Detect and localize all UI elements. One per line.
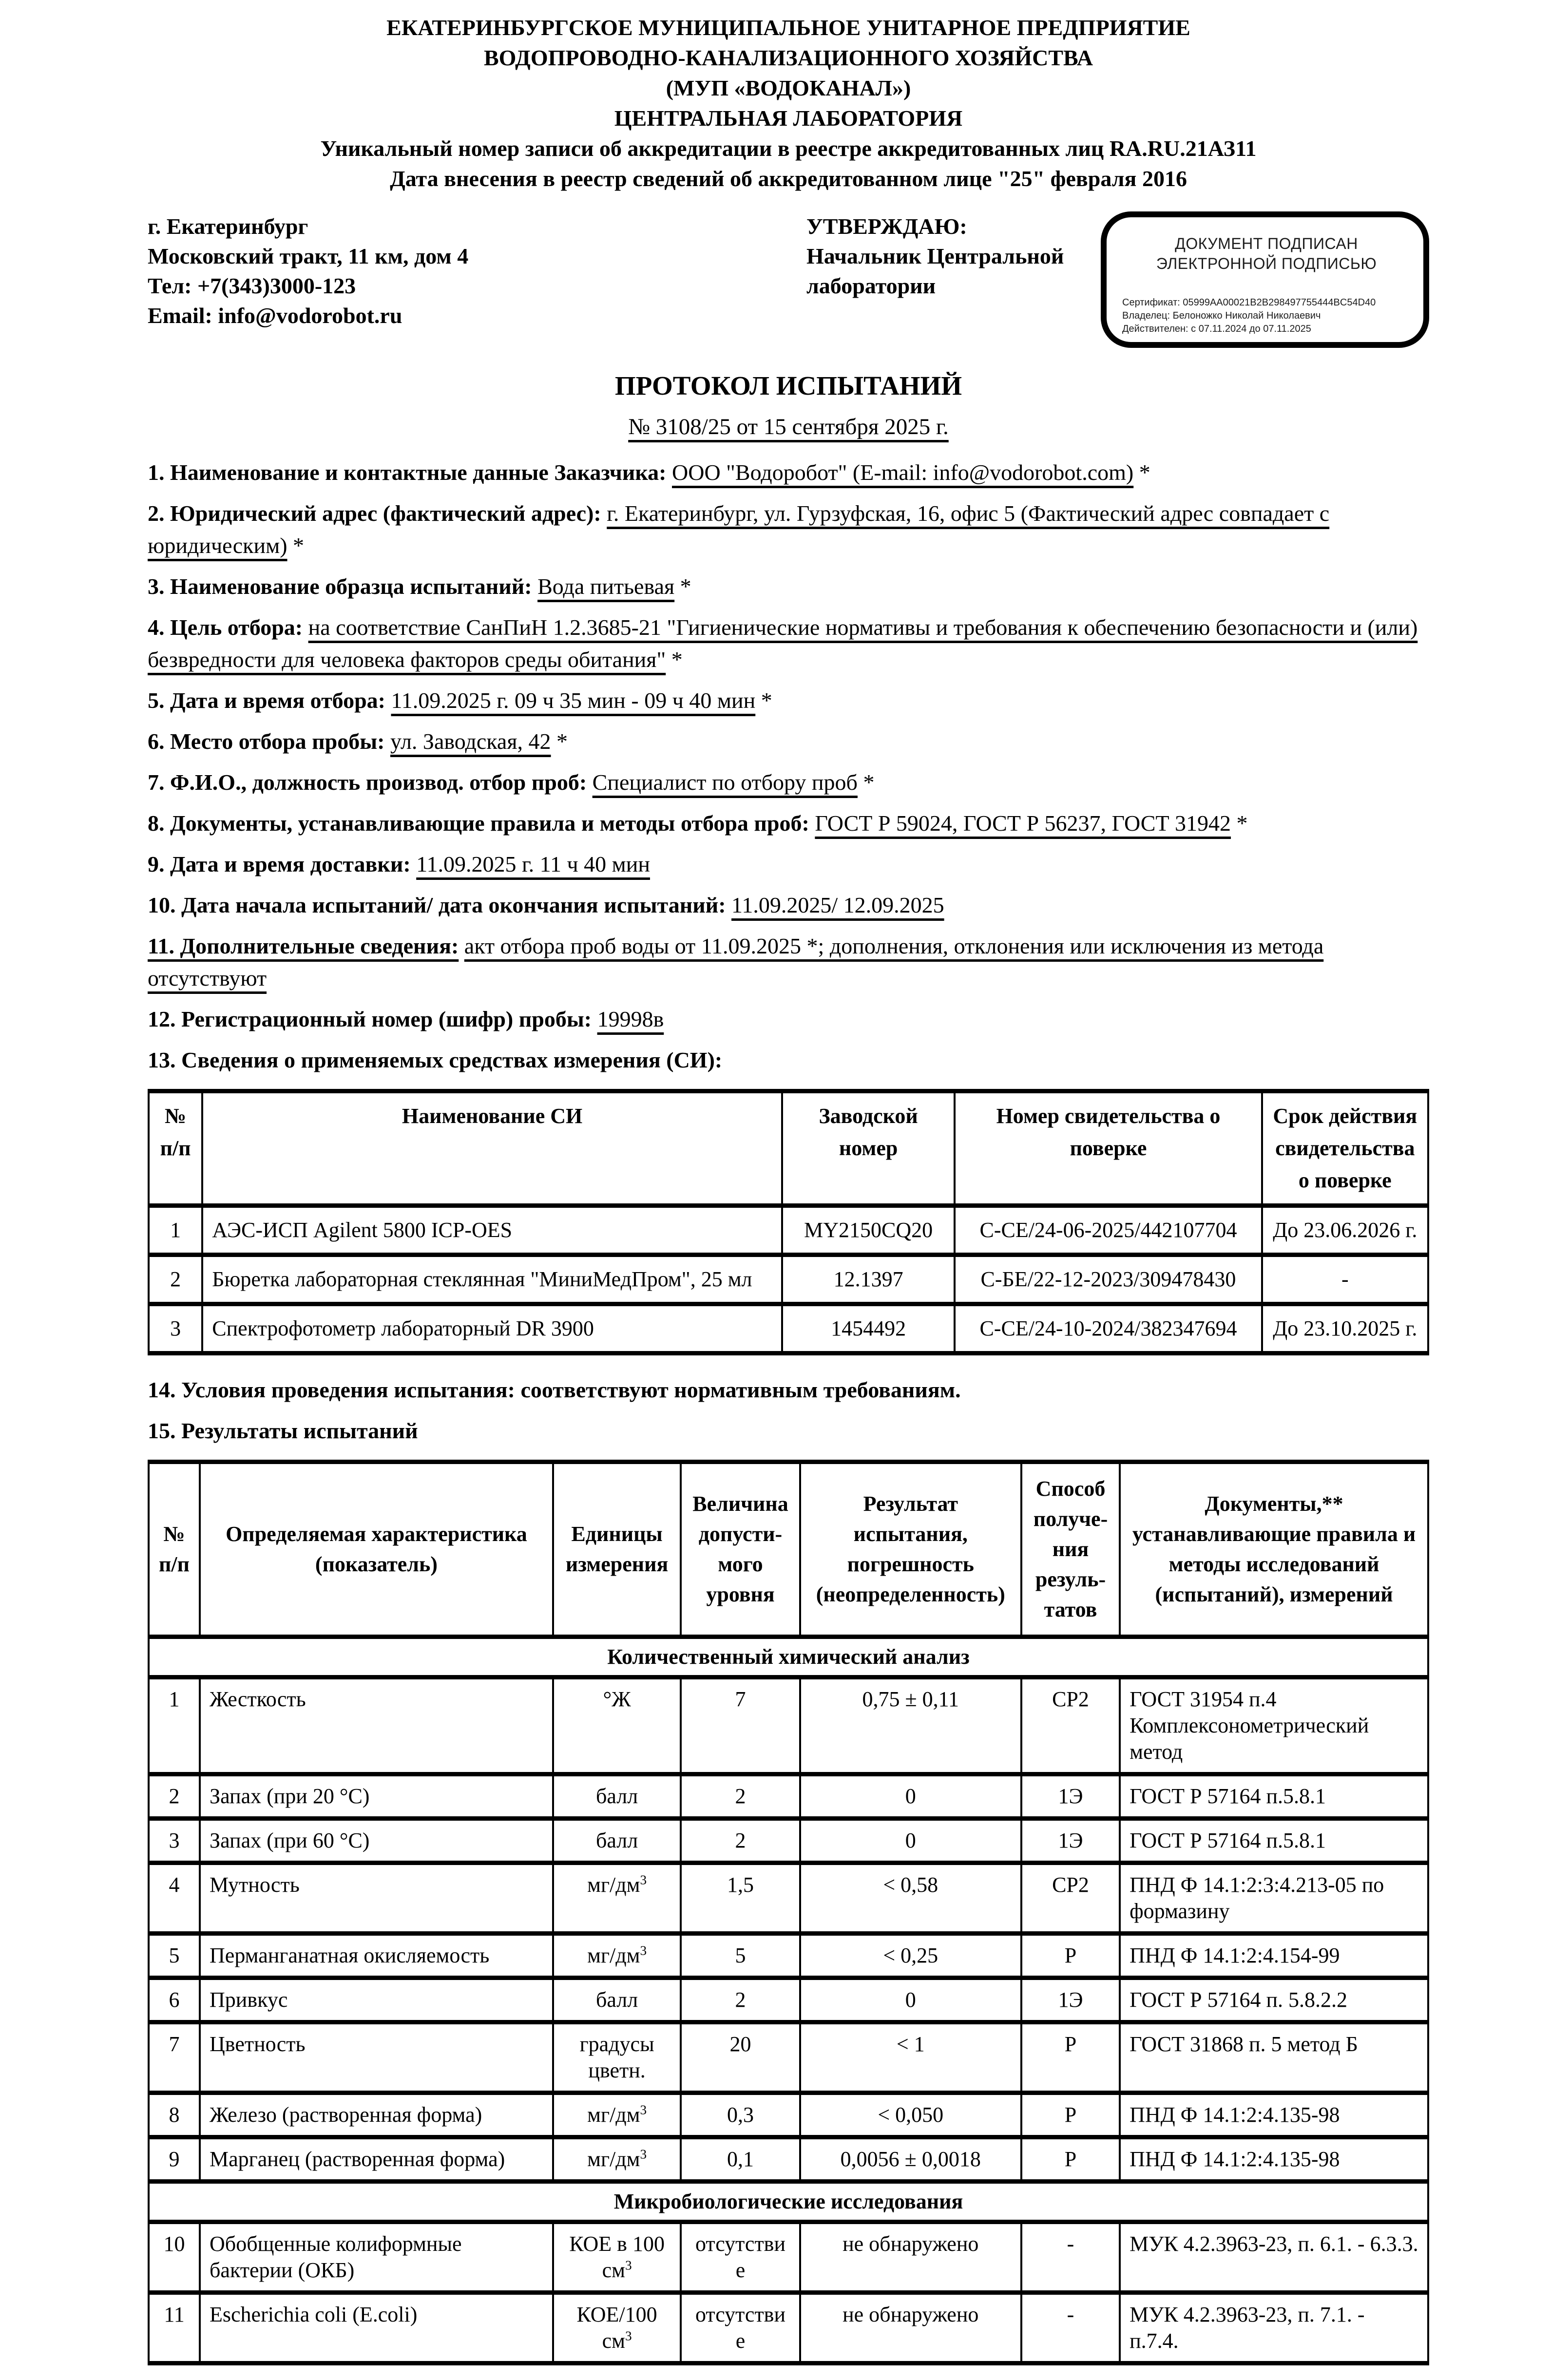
cell: Р — [1021, 2022, 1120, 2093]
approval-line: лаборатории — [806, 273, 936, 298]
cell: 1 — [149, 1206, 202, 1255]
cell: До 23.06.2026 г. — [1262, 1206, 1428, 1255]
header-cell: Номер свидетельства о поверке — [955, 1091, 1262, 1206]
cell: Запах (при 20 °С) — [200, 1774, 553, 1819]
cell: 2 — [681, 1774, 800, 1819]
cell: СР2 — [1021, 1677, 1120, 1774]
item-value: ГОСТ Р 59024, ГОСТ Р 56237, ГОСТ 31942 — [815, 811, 1231, 836]
result-row — [149, 1978, 1428, 2022]
cell: СР2 — [1021, 1863, 1120, 1934]
item-suffix: * — [761, 688, 772, 713]
item-label: 10. Дата начала испытаний/ дата окончания испытаний: — [148, 893, 726, 917]
item-value: Вода питьевая — [537, 574, 675, 599]
cell: $мг/дм^3$ — [553, 2137, 681, 2182]
item — [148, 571, 1429, 603]
header-cell: Единицы измерения — [553, 1462, 681, 1637]
cell: < 0,25 — [800, 1934, 1021, 1978]
cell: 1Э — [1021, 1978, 1120, 2022]
result-row — [149, 2022, 1428, 2093]
header-cell: Определяемая характеристика (показатель) — [200, 1462, 553, 1637]
contact-city: г. Екатеринбург — [148, 214, 308, 239]
cell: Перманганатная окисляемость — [200, 1934, 553, 1978]
cell: Запах (при 60 °С) — [200, 1819, 553, 1863]
result-row — [149, 1774, 1428, 1819]
header-cell: Способ получе- ния резуль- татов — [1021, 1462, 1120, 1637]
item-suffix: * — [680, 574, 691, 599]
cell: 1Э — [1021, 1819, 1120, 1863]
cell: С-БЕ/22-12-2023/309478430 — [955, 1255, 1262, 1304]
item-14: 14. Условия проведения испытания: соответствуют нормативным требованиям. — [148, 1377, 961, 1402]
cell: 1454492 — [782, 1304, 955, 1353]
item-label: 2. Юридический адрес (фактический адрес): — [148, 501, 601, 526]
cell: 6 — [149, 1978, 200, 2022]
item-suffix: * — [556, 729, 568, 754]
cell: 7 — [681, 1677, 800, 1774]
header-cell: Величина допусти- мого уровня — [681, 1462, 800, 1637]
result-row — [149, 2222, 1428, 2293]
items-list — [148, 457, 1429, 1035]
item-value: ул. Заводская, 42 — [390, 729, 551, 754]
contact-email: Email: info@vodorobot.ru — [148, 303, 402, 328]
si-row — [149, 1255, 1428, 1304]
header-row — [149, 1462, 1428, 1637]
cell: Железо (растворенная форма) — [200, 2093, 553, 2137]
contact-address: Московский тракт, 11 км, дом 4 — [148, 244, 469, 268]
cell: Бюретка лабораторная стеклянная "МиниМедПром", 25 мл — [202, 1255, 782, 1304]
cell: 2 — [149, 1774, 200, 1819]
cell: 2 — [681, 1819, 800, 1863]
item-label: 12. Регистрационный номер (шифр) пробы: — [148, 1007, 592, 1031]
item — [148, 1003, 1429, 1035]
stamp-owner: Владелец: Белоножко Николай Николаевич — [1122, 310, 1321, 321]
protocol-number-text: № 3108/25 от 15 сентября 2025 г. — [628, 414, 949, 439]
cell: градусы цветн. — [553, 2022, 681, 2093]
cell: ГОСТ Р 57164 п. 5.8.2.2 — [1120, 1978, 1428, 2022]
cell: 5 — [681, 1934, 800, 1978]
cell: ГОСТ 31868 п. 5 метод Б — [1120, 2022, 1428, 2093]
header-cell: Срок действия свидетельства о поверке — [1262, 1091, 1428, 1206]
cell: Мутность — [200, 1863, 553, 1934]
cell: 10 — [149, 2222, 200, 2293]
cell: Р — [1021, 1934, 1120, 1978]
protocol-title: ПРОТОКОЛ ИСПЫТАНИЙ — [614, 371, 962, 400]
item-label: 3. Наименование образца испытаний: — [148, 574, 532, 599]
si-table-body — [149, 1206, 1428, 1353]
stamp-title-line1: ДОКУМЕНТ ПОДПИСАН — [1175, 235, 1358, 252]
cell: 0,1 — [681, 2137, 800, 2182]
item-label: 6. Место отбора пробы: — [148, 729, 385, 754]
item-value: на соответствие СанПиН 1.2.3685-21 "Гигиенические нормативы и требования к обеспечению безопасности и (или) безвредности для человека факторов среды обитания" — [148, 615, 1418, 672]
cell: балл — [553, 1978, 681, 2022]
org-line: ВОДОПРОВОДНО-КАНАЛИЗАЦИОННОГО ХОЗЯЙСТВА — [484, 45, 1093, 70]
approval-line: УТВЕРЖДАЮ: — [806, 214, 967, 239]
cell: 11 — [149, 2293, 200, 2363]
item-value: 19998в — [597, 1007, 664, 1031]
electronic-signature-stamp — [1101, 211, 1429, 348]
cell: не обнаружено — [800, 2222, 1021, 2293]
measuring-instruments-table — [148, 1089, 1429, 1355]
cell: не обнаружено — [800, 2293, 1021, 2363]
cell: 0 — [800, 1774, 1021, 1819]
org-header — [148, 13, 1429, 194]
results-table-body — [149, 1637, 1428, 2363]
cell: МУК 4.2.3963-23, п. 6.1. - 6.3.3. — [1120, 2222, 1428, 2293]
cell: отсутствие — [681, 2222, 800, 2293]
item-suffix: * — [671, 647, 683, 672]
si-row — [149, 1304, 1428, 1353]
item — [148, 611, 1429, 676]
item-suffix: * — [293, 533, 305, 558]
item-suffix: * — [1139, 460, 1150, 485]
cell: < 0,050 — [800, 2093, 1021, 2137]
cell: 1Э — [1021, 1774, 1120, 1819]
cell: MY2150CQ20 — [782, 1206, 955, 1255]
item-label: 8. Документы, устанавливающие правила и методы отбора проб: — [148, 811, 809, 836]
item-suffix: * — [1236, 811, 1248, 836]
item — [148, 457, 1429, 489]
cell: 0 — [800, 1978, 1021, 2022]
cell: Жесткость — [200, 1677, 553, 1774]
item-value: акт отбора проб воды от 11.09.2025 *; дополнения, отклонения или исключения из метода отсутствуют — [148, 933, 1324, 990]
header-cell: Результат испытания, погрешность (неопределенность) — [800, 1462, 1021, 1637]
cell: ГОСТ Р 57164 п.5.8.1 — [1120, 1774, 1428, 1819]
cell: КОЕ в 100 $см^3$ — [553, 2222, 681, 2293]
cell: 9 — [149, 2137, 200, 2182]
item — [148, 497, 1429, 562]
item-label: 4. Цель отбора: — [148, 615, 303, 640]
item — [148, 725, 1429, 758]
cell: 8 — [149, 2093, 200, 2137]
item-suffix: * — [863, 770, 875, 795]
registry-date-line: Дата внесения в реестр сведений об аккредитованном лице "25" февраля 2016 — [390, 166, 1187, 191]
item-value: 11.09.2025 г. 09 ч 35 мин - 09 ч 40 мин — [391, 688, 756, 713]
cell: КОЕ/100 $см^3$ — [553, 2293, 681, 2363]
section-row — [149, 2182, 1428, 2222]
cell: Обобщенные колиформные бактерии (ОКБ) — [200, 2222, 553, 2293]
cell: С-СЕ/24-06-2025/442107704 — [955, 1206, 1262, 1255]
item-label: 5. Дата и время отбора: — [148, 688, 385, 713]
cell: °Ж — [553, 1677, 681, 1774]
results-table-head — [149, 1462, 1428, 1637]
item-label: 11. Дополнительные сведения: — [148, 933, 459, 958]
cell: $мг/дм^3$ — [553, 1863, 681, 1934]
cell: ПНД Ф 14.1:2:3:4.213-05 по формазину — [1120, 1863, 1428, 1934]
cell: С-СЕ/24-10-2024/382347694 — [955, 1304, 1262, 1353]
result-row — [149, 1934, 1428, 1978]
cell: 3 — [149, 1304, 202, 1353]
cell: < 1 — [800, 2022, 1021, 2093]
section-title: Микробиологические исследования — [149, 2182, 1428, 2222]
cell: 0 — [800, 1819, 1021, 1863]
cell: 7 — [149, 2022, 200, 2093]
cell: отсутствие — [681, 2293, 800, 2363]
cell: 2 — [149, 1255, 202, 1304]
cell: Привкус — [200, 1978, 553, 2022]
si-row — [149, 1206, 1428, 1255]
cell: - — [1262, 1255, 1428, 1304]
cell: ПНД Ф 14.1:2:4.154-99 — [1120, 1934, 1428, 1978]
accreditation-line: Уникальный номер записи об аккредитации в реестре аккредитованных лиц RA.RU.21АЗ11 — [320, 136, 1257, 161]
cell: 12.1397 — [782, 1255, 955, 1304]
stamp-meta — [1122, 296, 1411, 336]
cell: До 23.10.2025 г. — [1262, 1304, 1428, 1353]
cell: $мг/дм^3$ — [553, 2093, 681, 2137]
item-value: г. Екатеринбург, ул. Гурзуфская, 16, офис 5 (Фактический адрес совпадает с юридическим) — [148, 501, 1330, 558]
result-row — [149, 2137, 1428, 2182]
item-label: 7. Ф.И.О., должность производ. отбор проб: — [148, 770, 587, 795]
header-cell: Документы,** устанавливающие правила и методы исследований (испытаний), измерений — [1120, 1462, 1428, 1637]
cell: 1,5 — [681, 1863, 800, 1934]
cell: 4 — [149, 1863, 200, 1934]
protocol-number — [148, 414, 1429, 440]
cell: балл — [553, 1774, 681, 1819]
item-value: ООО "Водоробот" (E-mail: info@vodorobot.com) — [672, 460, 1134, 485]
stamp-title — [1122, 234, 1411, 274]
cell: Р — [1021, 2093, 1120, 2137]
cell: 5 — [149, 1934, 200, 1978]
org-line: (МУП «ВОДОКАНАЛ») — [666, 76, 911, 100]
section-row — [149, 1637, 1428, 1677]
header-cell: Наименование СИ — [202, 1091, 782, 1206]
item — [148, 889, 1429, 921]
cell: 0,75 ± 0,11 — [800, 1677, 1021, 1774]
cell: МУК 4.2.3963-23, п. 7.1. - п.7.4. — [1120, 2293, 1428, 2363]
cell: ПНД Ф 14.1:2:4.135-98 — [1120, 2137, 1428, 2182]
approval-line: Начальник Центральной — [806, 244, 1064, 268]
section-title: Количественный химический анализ — [149, 1637, 1428, 1677]
item-value: Специалист по отбору проб — [592, 770, 858, 795]
item — [148, 766, 1429, 799]
cell: ГОСТ Р 57164 п.5.8.1 — [1120, 1819, 1428, 1863]
header-cell: Заводской номер — [782, 1091, 955, 1206]
cell: Спектрофотометр лабораторный DR 3900 — [202, 1304, 782, 1353]
stamp-title-line2: ЭЛЕКТРОННОЙ ПОДПИСЬЮ — [1156, 255, 1377, 272]
stamp-validity: Действителен: с 07.11.2024 до 07.11.2025 — [1122, 324, 1311, 334]
contact-phone: Тел: +7(343)3000-123 — [148, 273, 356, 298]
cell: 0,3 — [681, 2093, 800, 2137]
item — [148, 848, 1429, 880]
item-label: 9. Дата и время доставки: — [148, 852, 411, 876]
item — [148, 930, 1429, 994]
item-value: 11.09.2025/ 12.09.2025 — [731, 893, 944, 917]
org-line: ЕКАТЕРИНБУРГСКОЕ МУНИЦИПАЛЬНОЕ УНИТАРНОЕ ПРЕДПРИЯТИЕ — [386, 15, 1190, 40]
header-cell: № п/п — [149, 1462, 200, 1637]
results-table — [148, 1460, 1429, 2365]
cell: 20 — [681, 2022, 800, 2093]
cell: - — [1021, 2293, 1120, 2363]
info-row — [148, 211, 1429, 348]
cell: 1 — [149, 1677, 200, 1774]
item-15: 15. Результаты испытаний — [148, 1418, 418, 1443]
result-row — [149, 1819, 1428, 1863]
cell: балл — [553, 1819, 681, 1863]
item — [148, 685, 1429, 717]
cell: 0,0056 ± 0,0018 — [800, 2137, 1021, 2182]
result-row — [149, 2093, 1428, 2137]
cell: Р — [1021, 2137, 1120, 2182]
cell: 3 — [149, 1819, 200, 1863]
result-row — [149, 1863, 1428, 1934]
cell: Escherichia coli (E.coli) — [200, 2293, 553, 2363]
cell: < 0,58 — [800, 1863, 1021, 1934]
cell: Марганец (растворенная форма) — [200, 2137, 553, 2182]
result-row — [149, 2293, 1428, 2363]
cell: ГОСТ 31954 п.4 Комплексонометрический метод — [1120, 1677, 1428, 1774]
cell: 2 — [681, 1978, 800, 2022]
header-cell: № п/п — [149, 1091, 202, 1206]
stamp-certificate: Сертификат: 05999AA00021B2B298497755444BC54D40 — [1122, 297, 1376, 308]
result-row — [149, 1677, 1428, 1774]
si-table-head — [149, 1091, 1428, 1206]
org-line: ЦЕНТРАЛЬНАЯ ЛАБОРАТОРИЯ — [614, 106, 963, 131]
cell: ПНД Ф 14.1:2:4.135-98 — [1120, 2093, 1428, 2137]
org-lines — [148, 13, 1429, 133]
item-value: 11.09.2025 г. 11 ч 40 мин — [416, 852, 650, 876]
cell: АЭС-ИСП Agilent 5800 ICP-OES — [202, 1206, 782, 1255]
cell: $мг/дм^3$ — [553, 1934, 681, 1978]
approval-block — [806, 211, 1095, 301]
cell: Цветность — [200, 2022, 553, 2093]
section-13-label: 13. Сведения о применяемых средствах измерения (СИ): — [148, 1047, 723, 1072]
header-row — [149, 1091, 1428, 1206]
item-label: 1. Наименование и контактные данные Заказчика: — [148, 460, 667, 485]
item — [148, 807, 1429, 839]
cell: - — [1021, 2222, 1120, 2293]
contacts-block — [148, 211, 806, 330]
